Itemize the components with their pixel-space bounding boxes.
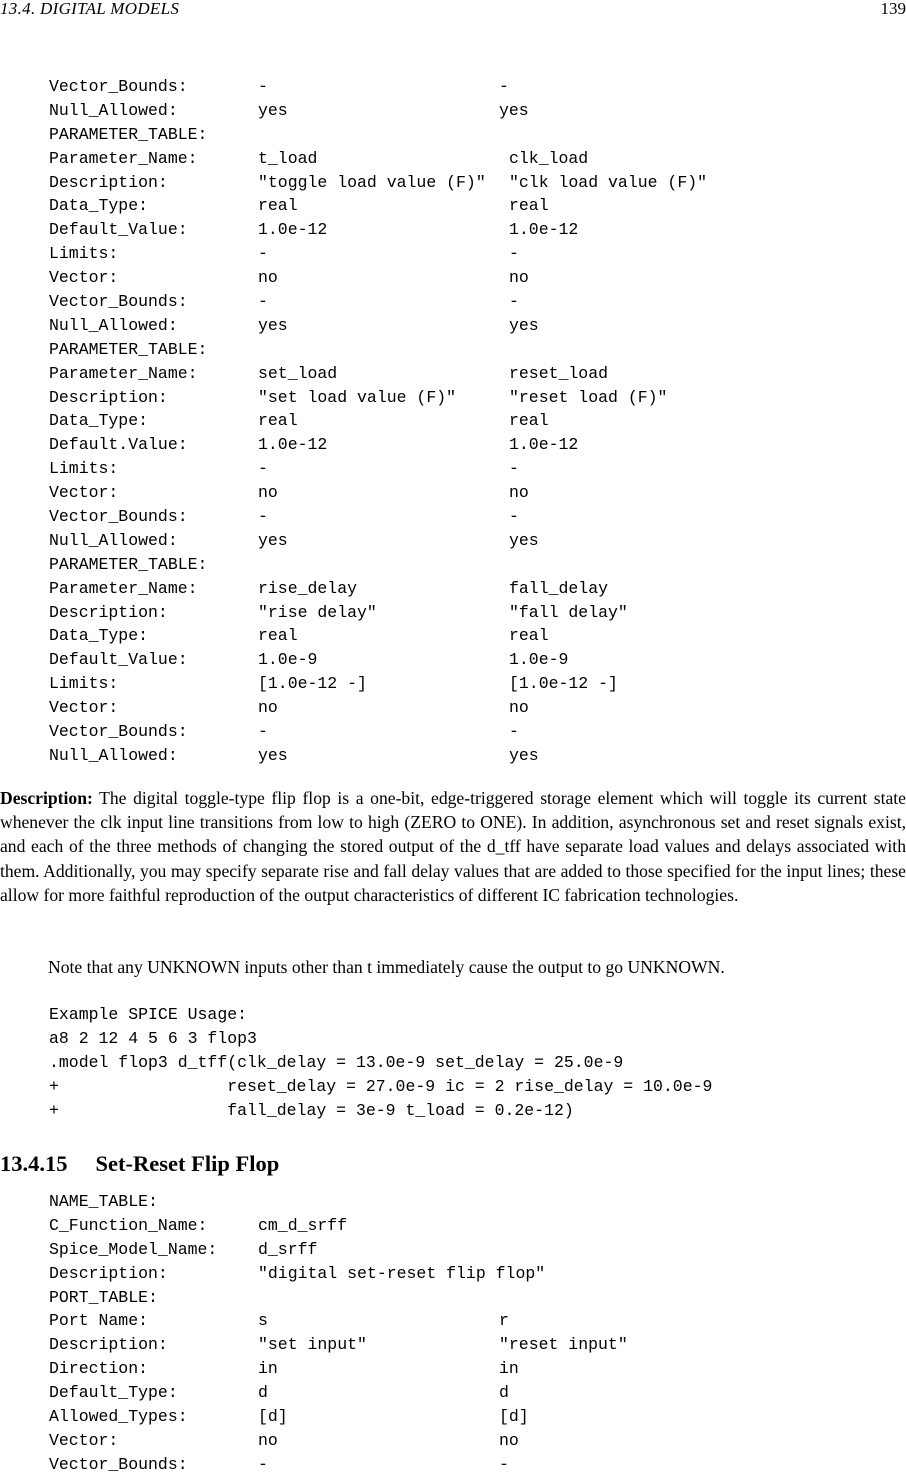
row-value-1: no xyxy=(258,266,278,290)
row-value-2: fall_delay xyxy=(509,577,608,601)
row-value-2: - xyxy=(509,505,519,529)
row-label: Description: xyxy=(49,386,168,410)
row-value-2: [1.0e-12 -] xyxy=(509,672,618,696)
row-value-2: no xyxy=(509,266,529,290)
row-label: Direction: xyxy=(49,1357,148,1381)
row-value-1: 1.0e-12 xyxy=(258,218,327,242)
row-value-1: "set load value (F)" xyxy=(258,386,456,410)
row-label: PORT_TABLE: xyxy=(49,1286,158,1310)
row-label: C_Function_Name: xyxy=(49,1214,207,1238)
code-line: + reset_delay = 27.0e-9 ic = 2 rise_delay = 10.0e-9 xyxy=(49,1075,712,1099)
page-number: 139 xyxy=(881,0,906,18)
row-value-2: yes xyxy=(509,314,539,338)
row-label: Limits: xyxy=(49,457,118,481)
row-value-1: d xyxy=(258,1381,268,1405)
row-value-1: t_load xyxy=(258,147,317,171)
row-value-2: "reset load (F)" xyxy=(509,386,667,410)
row-value-2: yes xyxy=(509,529,539,553)
section-number: 13.4.15 xyxy=(0,1151,68,1176)
running-head-section: 13.4. DIGITAL MODELS xyxy=(0,0,179,18)
section-heading xyxy=(0,1150,279,1178)
row-value-2: in xyxy=(499,1357,519,1381)
row-value-1: yes xyxy=(258,99,288,123)
description-note: Note that any UNKNOWN inputs other than t immediately cause the output to go UNKNOWN. xyxy=(48,955,725,979)
row-value-1: 1.0e-9 xyxy=(258,648,317,672)
row-label: Allowed_Types: xyxy=(49,1405,188,1429)
row-label: Data_Type: xyxy=(49,194,148,218)
row-value-1: - xyxy=(258,290,268,314)
row-value-2: 1.0e-9 xyxy=(509,648,568,672)
code-line: a8 2 12 4 5 6 3 flop3 xyxy=(49,1027,712,1051)
row-label: Description: xyxy=(49,601,168,625)
code-line: Example SPICE Usage: xyxy=(49,1003,712,1027)
row-value-1: [d] xyxy=(258,1405,288,1429)
row-value-1: "digital set-reset flip flop" xyxy=(258,1262,545,1286)
row-label: Null_Allowed: xyxy=(49,744,178,768)
code-line: .model flop3 d_tff(clk_delay = 13.0e-9 set_delay = 25.0e-9 xyxy=(49,1051,712,1075)
row-value-2: clk_load xyxy=(509,147,588,171)
row-label: Limits: xyxy=(49,672,118,696)
row-value-2: no xyxy=(509,696,529,720)
row-value-2: 1.0e-12 xyxy=(509,433,578,457)
row-label: Default_Value: xyxy=(49,648,188,672)
description-paragraph xyxy=(0,786,906,907)
row-label: PARAMETER_TABLE: xyxy=(49,553,207,577)
row-label: Null_Allowed: xyxy=(49,529,178,553)
row-value-2: - xyxy=(499,75,509,99)
row-value-2: "reset input" xyxy=(499,1333,628,1357)
row-value-2: real xyxy=(509,194,549,218)
description-label: Description: xyxy=(0,788,93,808)
row-value-1: set_load xyxy=(258,362,337,386)
row-value-1: cm_d_srff xyxy=(258,1214,347,1238)
row-value-1: real xyxy=(258,409,298,433)
row-label: Vector: xyxy=(49,481,118,505)
row-value-2: - xyxy=(509,290,519,314)
row-value-1: - xyxy=(258,505,268,529)
row-value-1: rise_delay xyxy=(258,577,357,601)
row-label: Data_Type: xyxy=(49,624,148,648)
row-value-2: "fall delay" xyxy=(509,601,628,625)
row-label: PARAMETER_TABLE: xyxy=(49,123,207,147)
row-label: Vector: xyxy=(49,266,118,290)
row-value-2: - xyxy=(509,720,519,744)
row-value-1: - xyxy=(258,75,268,99)
example-spice-usage xyxy=(49,1003,712,1122)
row-value-1: 1.0e-12 xyxy=(258,433,327,457)
row-value-2: 1.0e-12 xyxy=(509,218,578,242)
row-label: Data_Type: xyxy=(49,409,148,433)
row-value-1: "toggle load value (F)" xyxy=(258,171,486,195)
row-label: Parameter_Name: xyxy=(49,362,198,386)
row-label: Spice_Model_Name: xyxy=(49,1238,217,1262)
row-label: Vector_Bounds: xyxy=(49,720,188,744)
row-value-1: no xyxy=(258,1429,278,1453)
row-label: Port Name: xyxy=(49,1309,148,1333)
row-value-1: "set input" xyxy=(258,1333,367,1357)
row-value-1: - xyxy=(258,457,268,481)
row-label: Default.Value: xyxy=(49,433,188,457)
row-label: PARAMETER_TABLE: xyxy=(49,338,207,362)
row-value-1: real xyxy=(258,624,298,648)
row-value-1: - xyxy=(258,242,268,266)
row-label: Description: xyxy=(49,1333,168,1357)
row-value-2: - xyxy=(509,457,519,481)
page-header xyxy=(0,0,906,22)
row-value-2: d xyxy=(499,1381,509,1405)
row-value-1: yes xyxy=(258,744,288,768)
row-label: Vector_Bounds: xyxy=(49,1453,188,1477)
row-label: Default_Value: xyxy=(49,218,188,242)
row-value-1: yes xyxy=(258,314,288,338)
row-label: Null_Allowed: xyxy=(49,99,178,123)
row-value-1: - xyxy=(258,720,268,744)
row-value-2: [d] xyxy=(499,1405,529,1429)
row-label: Parameter_Name: xyxy=(49,147,198,171)
row-label: Vector_Bounds: xyxy=(49,290,188,314)
row-value-2: - xyxy=(509,242,519,266)
code-line: + fall_delay = 3e-9 t_load = 0.2e-12) xyxy=(49,1099,712,1123)
row-label: Vector: xyxy=(49,1429,118,1453)
row-value-2: "clk load value (F)" xyxy=(509,171,707,195)
row-value-1: - xyxy=(258,1453,268,1477)
row-value-2: reset_load xyxy=(509,362,608,386)
row-value-1: real xyxy=(258,194,298,218)
row-value-1: "rise delay" xyxy=(258,601,377,625)
row-value-1: no xyxy=(258,696,278,720)
row-label: Null_Allowed: xyxy=(49,314,178,338)
description-text: The digital toggle-type flip flop is a one-bit, edge-triggered storage element which will toggle its current state whenever the clk input line transitions from low to high (ZERO to ONE). In addition, asynchronous set and reset signals exist, and each of the three methods of changing the stored output of the d_tff have separate load values and delays associated with them. Additionally, you may specify separate rise and fall delay values that are added to those specified for the input lines; these allow for more faithful reproduction of the output characteristics of different IC fabrication technologies. xyxy=(0,788,906,905)
row-label: NAME_TABLE: xyxy=(49,1190,158,1214)
row-label: Description: xyxy=(49,1262,168,1286)
row-value-2: - xyxy=(499,1453,509,1477)
row-value-2: no xyxy=(499,1429,519,1453)
row-label: Limits: xyxy=(49,242,118,266)
row-label: Description: xyxy=(49,171,168,195)
row-label: Parameter_Name: xyxy=(49,577,198,601)
row-value-1: s xyxy=(258,1309,268,1333)
row-value-1: d_srff xyxy=(258,1238,317,1262)
row-value-2: yes xyxy=(509,744,539,768)
row-value-2: r xyxy=(499,1309,509,1333)
row-value-1: in xyxy=(258,1357,278,1381)
row-label: Default_Type: xyxy=(49,1381,178,1405)
section-title-text: Set-Reset Flip Flop xyxy=(96,1151,280,1176)
row-value-1: [1.0e-12 -] xyxy=(258,672,367,696)
row-label: Vector_Bounds: xyxy=(49,75,188,99)
row-value-1: yes xyxy=(258,529,288,553)
row-label: Vector_Bounds: xyxy=(49,505,188,529)
row-label: Vector: xyxy=(49,696,118,720)
row-value-2: yes xyxy=(499,99,529,123)
row-value-2: no xyxy=(509,481,529,505)
row-value-2: real xyxy=(509,409,549,433)
row-value-1: no xyxy=(258,481,278,505)
row-value-2: real xyxy=(509,624,549,648)
